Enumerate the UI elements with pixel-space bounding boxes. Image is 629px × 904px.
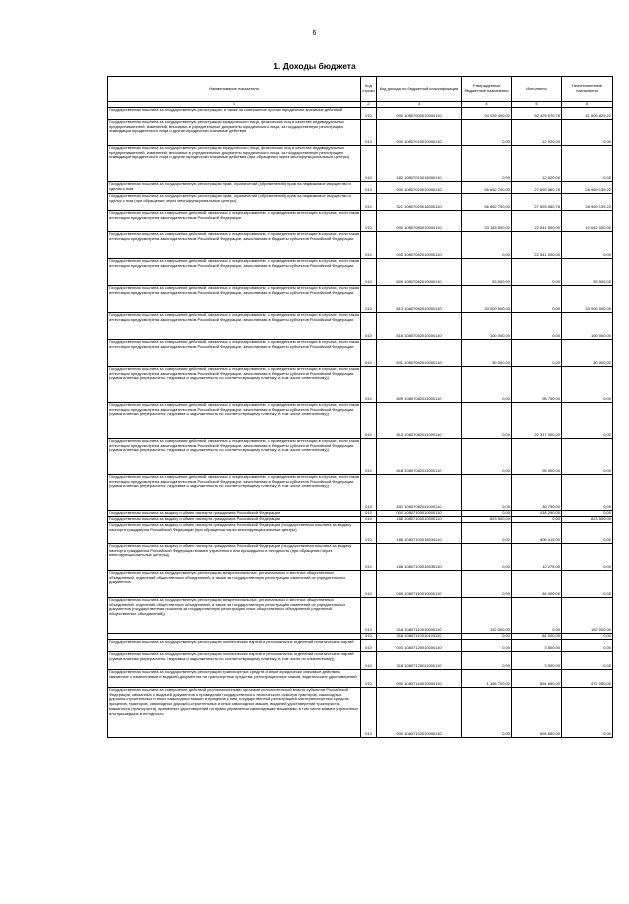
row-name: Государственная пошлина за совершение действий уполномоченными органами исполнительной власти субъектов Российской Федерации, связанных с выдачей документов о проведении государственного технического осмотра тракторов, самоходных дорожно-строительных и иных самоходных машин и прицепов к ним, государственной регистрацией мототранспортных средств, прицепов, тракторов, самоходных дорожно-строительных и иных самоходных машин, выдачей удостоверений тракториста-машиниста (тракториста), временных удостоверений на право управления самоходными машинами, в том числе взамен утраченных или пришедших в негодность <box>108 688 361 738</box>
row-kbk: 000 10807110010000110 <box>377 571 462 598</box>
row-code: 010 <box>361 403 377 439</box>
row-unexecuted: 41 609 829,22 <box>562 108 613 120</box>
row-executed: 22 317 000,00 <box>512 403 562 439</box>
row-name: Государственная пошлина за государственную регистрацию политических партий и региональных отделений политических партий (сумма платежа (перерасчеты, недоимка и задолженность по соответствующему платежу, в том числе по отмененному)) <box>108 652 361 670</box>
row-executed: 95 000,00 <box>512 439 562 475</box>
row-kbk: 000 10807100010000110 <box>377 511 462 517</box>
row-name: Государственная пошлина за совершение действий, связанных с лицензированием, с проведением аттестации в случаях, если такая аттестация предусмотрена законодательством Российской Федерации, зачисляемая в бюджеты субъектов Российской Федерации <box>108 259 361 286</box>
row-code: 010 <box>361 670 377 688</box>
header-approved: Утвержденные бюджетные назначения <box>462 77 512 102</box>
row-approved: 53 500,00 <box>462 259 512 286</box>
row-code: 010 <box>361 367 377 403</box>
row-kbk: 318 10807110010103110 <box>377 634 462 640</box>
table-row <box>108 652 613 670</box>
row-code: 010 <box>361 511 377 517</box>
row-executed: 3 500,00 <box>512 640 562 652</box>
table-row <box>108 367 613 403</box>
column-index: 1 <box>108 102 361 108</box>
row-unexecuted: 472 050,00 <box>562 670 613 688</box>
row-executed: 84 000,00 <box>512 571 562 598</box>
row-executed: 0,00 <box>512 259 562 286</box>
row-code: 010 <box>361 259 377 286</box>
column-index: 4 <box>462 102 512 108</box>
row-kbk: 000 10807000010000110 <box>377 108 462 120</box>
row-approved: 0,00 <box>462 232 512 259</box>
column-index: 3 <box>377 102 462 108</box>
row-executed: 418 290,00 <box>512 511 562 517</box>
row-kbk: 318 10807110010000110 <box>377 598 462 634</box>
row-unexecuted: 0,00 <box>562 640 613 652</box>
row-kbk: 831 10807082010000110 <box>377 340 462 367</box>
row-name: Государственная пошлина за совершение действий, связанных с лицензированием, с проведением аттестации в случаях, если такая аттестация предусмотрена законодательством Российской Федерации, зачисляемая в бюджеты субъектов Российской Федерации (сумма платежа (перерасчеты, недоимка и задолженность по соответствующему платежу, в том числе отмененному)) <box>108 475 361 511</box>
row-code: 010 <box>361 640 377 652</box>
income-table <box>107 76 613 738</box>
row-code: 010 <box>361 544 377 571</box>
row-name: Государственная пошлина за совершение действий, связанных с лицензированием, с проведением аттестации в случаях, если такая аттестация предусмотрена законодательством Российской Федерации, зачисляемая в бюджеты субъектов Российской Федерации <box>108 232 361 259</box>
row-approved: 0,00 <box>462 640 512 652</box>
header-executed: Исполнено <box>512 77 562 102</box>
row-executed: 12 520,00 <box>512 146 562 182</box>
table-row <box>108 523 613 544</box>
row-executed: 12 275,00 <box>512 544 562 571</box>
header-unexecuted: Неисполненные назначения <box>562 77 613 102</box>
row-code: 010 <box>361 688 377 738</box>
row-name: Государственная пошлина за государственную регистрацию политических партий и региональных отделений политических партий <box>108 640 361 652</box>
row-unexecuted: 0,00 <box>562 652 613 670</box>
table-row <box>108 688 613 738</box>
table-row <box>108 232 613 259</box>
row-approved: 152 000,00 <box>462 598 512 634</box>
table-row <box>108 403 613 439</box>
row-executed: 0,00 <box>512 598 562 634</box>
table-row <box>108 598 613 634</box>
row-code: 010 <box>361 108 377 120</box>
row-unexecuted: 53 500,00 <box>562 259 613 286</box>
row-kbk: 818 10807082010000110 <box>377 313 462 340</box>
row-approved: 0,00 <box>462 634 512 640</box>
row-code: 010 <box>361 634 377 640</box>
row-name: Государственная пошлина за государственную регистрацию прав, ограничений (обременений) прав на недвижимое имущество и сделок с ним <box>108 182 361 194</box>
row-kbk: 188 10807100018034110 <box>377 523 462 544</box>
table-row <box>108 146 613 182</box>
row-unexecuted: 0,00 <box>562 571 613 598</box>
row-name: Государственная пошлина за совершение действий, связанных с лицензированием, с проведением аттестации в случаях, если такая аттестация предусмотрена законодательством Российской Федерации, зачисляемая в бюджеты субъектов Российской Федерации (сумма платежа (перерасчеты, недоимка и задолженность по соответствующему платежу, в том числе отмененному)) <box>108 367 361 403</box>
row-executed: 406 015,00 <box>512 523 562 544</box>
table-row <box>108 194 613 211</box>
row-name: Государственная пошлина за выдачу и обмен паспорта гражданина Российской Федерации (государственная пошлина за выдачу паспорта гражданина Российской Федерации (при обращении через многофункциональные центры) <box>108 523 361 544</box>
row-approved: 0,00 <box>462 544 512 571</box>
column-index: 5 <box>512 102 562 108</box>
row-executed: 27 693 560,78 <box>512 182 562 194</box>
row-executed: 12 520,00 <box>512 120 562 146</box>
row-approved: 0,00 <box>462 652 512 670</box>
column-index: 6 <box>562 102 613 108</box>
row-approved: 0,00 <box>462 146 512 182</box>
row-approved: 0,00 <box>462 367 512 403</box>
row-kbk: 809 10807082011000110 <box>377 367 462 403</box>
row-unexecuted: 0,00 <box>562 544 613 571</box>
row-executed: 0,00 <box>512 340 562 367</box>
row-kbk: 000 10807080010000110 <box>377 211 462 232</box>
table-row <box>108 670 613 688</box>
row-approved: 0,00 <box>462 439 512 475</box>
row-code: 010 <box>361 340 377 367</box>
row-unexecuted: 0,00 <box>562 232 613 259</box>
header-code: Код строки <box>361 77 377 102</box>
row-unexecuted: 28 969 139,22 <box>562 194 613 211</box>
row-unexecuted: 0,00 <box>562 634 613 640</box>
row-kbk: 813 10807082010000110 <box>377 286 462 313</box>
row-name: Государственная пошлина за государственную регистрацию юридического лица, физических лиц в качестве индивидуальных предпринимателей, изменений, вносимых в учредительные документы юридического лица, за государственную регистрацию ликвидации юридического лица и другие юридически значимые действия (при обращении через многофункциональные центры) <box>108 146 361 182</box>
table-row <box>108 640 613 652</box>
row-code: 010 <box>361 232 377 259</box>
row-approved: 94 039 400,00 <box>462 108 512 120</box>
row-code: 010 <box>361 120 377 146</box>
row-kbk: 813 10807082011000110 <box>377 403 462 439</box>
table-row <box>108 475 613 511</box>
row-executed: 22 541 500,00 <box>512 211 562 232</box>
row-code: 010 <box>361 182 377 194</box>
row-name: Государственная пошлина за совершение действий, связанных с лицензированием, с проведением аттестации в случаях, если такая аттестация предусмотрена законодательством Российской Федерации, зачисляемая в бюджеты субъектов Российской Федерации (сумма платежа (перерасчеты, недоимка и задолженность по соответствующему платежу, в том числе отмененному)) <box>108 403 361 439</box>
row-executed: 0,00 <box>512 313 562 340</box>
table-row <box>108 182 613 194</box>
row-code: 010 <box>361 211 377 232</box>
row-name: Государственная пошлина за государственную регистрацию межрегиональных, региональных и местных общественных объединений, отделений общественных объединений, а также за государственную регистрацию изменений их учредительных документов (государственная пошлина за государственную регистрацию иных общественных объединений (отделений общественных объединений)) <box>108 598 361 634</box>
row-executed: 52 429 570,78 <box>512 108 562 120</box>
row-kbk: 000 10807010010000110 <box>377 120 462 146</box>
row-name: Государственная пошлина за государственную регистрацию прав, ограничений (обременений) прав на недвижимое имущество и сделок с ним (при обращении через многофункциональные центры) <box>108 194 361 211</box>
row-kbk: 000 10807142010000110 <box>377 688 462 738</box>
row-unexecuted: 0,00 <box>562 367 613 403</box>
row-unexecuted: 0,00 <box>562 439 613 475</box>
row-approved: 0,00 <box>462 403 512 439</box>
row-name: Государственная пошлина за выдачу и обмен паспорта гражданина Российской Федерации (государственная пошлина за выдачу паспорта гражданина Российской Федерации взамен утраченного или пришедшего в негодность (при обращении через многофункциональные центры)) <box>108 544 361 571</box>
table-row <box>108 313 613 340</box>
row-executed: 0,00 <box>512 517 562 523</box>
row-executed: 0,00 <box>512 286 562 313</box>
table-row <box>108 211 613 232</box>
row-code: 010 <box>361 194 377 211</box>
row-code: 010 <box>361 313 377 340</box>
row-approved: 0,00 <box>462 511 512 517</box>
row-kbk: 000 10807120010000110 <box>377 640 462 652</box>
row-kbk: 000 10807082010000110 <box>377 232 462 259</box>
row-executed: 694 650,00 <box>512 670 562 688</box>
row-executed: 694 650,00 <box>512 688 562 738</box>
row-name: Государственная пошлина за выдачу и обмен паспорта гражданина Российской Федерации <box>108 517 361 523</box>
row-approved: 30 000,00 <box>462 340 512 367</box>
column-index: 2 <box>361 102 377 108</box>
row-name: Государственная пошлина за совершение действий, связанных с лицензированием, с проведением аттестации в случаях, если такая аттестация предусмотрена законодательством Российской Федерации, зачисляемая в бюджеты субъектов Российской Федерации <box>108 313 361 340</box>
row-name: Государственная пошлина за государственную регистрацию межрегиональных, региональных и местных общественных объединений, отделений общественных объединений, а также за государственную регистрацию изменений их учредительных документов <box>108 571 361 598</box>
table-row <box>108 439 613 475</box>
row-name: Государственная пошлина за совершение действий, связанных с лицензированием, с проведением аттестации в случаях, если такая аттестация предусмотрена законодательством Российской Федерации, зачисляемая в бюджеты субъектов Российской Федерации (сумма платежа (перерасчеты, недоимка и задолженность по соответствующему платежу, в том числе отмененному)) <box>108 439 361 475</box>
table-row <box>108 259 613 286</box>
table-row <box>108 120 613 146</box>
row-approved: 33 183 500,00 <box>462 211 512 232</box>
row-unexecuted: 28 969 139,22 <box>562 182 613 194</box>
row-unexecuted: 0,00 <box>562 146 613 182</box>
row-code: 010 <box>361 571 377 598</box>
row-executed: 84 000,00 <box>512 634 562 640</box>
row-unexecuted: 0,00 <box>562 120 613 146</box>
row-unexecuted: 30 000,00 <box>562 340 613 367</box>
row-name: Государственная пошлина за совершение действий, связанных с лицензированием, с проведением аттестации в случаях, если такая аттестация предусмотрена законодательством Российской Федерации <box>108 211 361 232</box>
row-unexecuted: 0,00 <box>562 403 613 439</box>
row-unexecuted: 0,00 <box>562 475 613 511</box>
table-row <box>108 340 613 367</box>
row-unexecuted: 33 000 000,00 <box>562 286 613 313</box>
row-code: 010 <box>361 439 377 475</box>
row-code: 010 <box>361 146 377 182</box>
row-approved: 56 662 700,00 <box>462 194 512 211</box>
row-unexecuted: 100 000,00 <box>562 313 613 340</box>
row-approved: 0,00 <box>462 523 512 544</box>
row-code: 010 <box>361 523 377 544</box>
row-approved: 0,00 <box>462 688 512 738</box>
row-approved: 823 500,00 <box>462 517 512 523</box>
header-row <box>108 77 613 102</box>
row-executed: 30 750,00 <box>512 475 562 511</box>
row-approved: 0,00 <box>462 475 512 511</box>
table-row <box>108 544 613 571</box>
row-executed: 98 750,00 <box>512 367 562 403</box>
row-kbk: 831 10807082011000110 <box>377 475 462 511</box>
row-unexecuted: 0,00 <box>562 511 613 517</box>
row-kbk: 809 10807082010000110 <box>377 259 462 286</box>
row-approved: 56 662 700,00 <box>462 182 512 194</box>
table-row <box>108 108 613 120</box>
row-kbk: 818 10807082011000110 <box>377 439 462 475</box>
row-kbk: 182 10807010018000110 <box>377 146 462 182</box>
row-executed: 3 500,00 <box>512 652 562 670</box>
row-name: Государственная пошлина за государственную регистрацию, а также за совершение прочих юридически значимых действий <box>108 108 361 120</box>
row-kbk: 000 10807140010000110 <box>377 670 462 688</box>
row-code: 010 <box>361 475 377 511</box>
row-code: 010 <box>361 286 377 313</box>
row-name: Государственная пошлина за выдачу и обмен паспорта гражданина Российской Федерации <box>108 511 361 517</box>
row-name: Государственная пошлина за совершение действий, связанных с лицензированием, с проведением аттестации в случаях, если такая аттестация предусмотрена законодательством Российской Федерации, зачисляемая в бюджеты субъектов Российской Федерации <box>108 340 361 367</box>
row-approved: 100 000,00 <box>462 313 512 340</box>
row-kbk: 000 10807020010000110 <box>377 182 462 194</box>
table-row <box>108 286 613 313</box>
row-unexecuted: 0,00 <box>562 523 613 544</box>
row-name: Государственная пошлина за государственную регистрацию транспортных средств и иные юридически значимые действия, связанные с изменениями и выдачей документов на транспортные средства, регистрационных знаков, водительских удостоверений <box>108 670 361 688</box>
row-unexecuted: 152 000,00 <box>562 598 613 634</box>
row-kbk: 188 10807100010000110 <box>377 517 462 523</box>
row-name: Государственная пошлина за совершение действий, связанных с лицензированием, с проведением аттестации в случаях, если такая аттестация предусмотрена законодательством Российской Федерации, зачисляемая в бюджеты субъектов Российской Федерации <box>108 286 361 313</box>
row-code: 010 <box>361 517 377 523</box>
header-kbk: Код дохода по бюджетной классификации <box>377 77 462 102</box>
page-title: 1. Доходы бюджета <box>273 61 356 71</box>
row-name: Государственная пошлина за государственную регистрацию юридического лица, физических лиц в качестве индивидуальных предпринимателей, изменений, вносимых в учредительные документы юридического лица, за государственную регистрацию ликвидации юридического лица и другие юридически значимые действия <box>108 120 361 146</box>
header-name: Наименование показателя <box>108 77 361 102</box>
row-approved: 0,00 <box>462 120 512 146</box>
row-code: 010 <box>361 652 377 670</box>
row-code: 010 <box>361 598 377 634</box>
row-approved: 0,00 <box>462 571 512 598</box>
row-unexecuted: 823 500,00 <box>562 517 613 523</box>
table-body <box>108 108 613 738</box>
row-kbk: 188 10807100018035110 <box>377 544 462 571</box>
row-unexecuted: 0,00 <box>562 688 613 738</box>
row-unexecuted: 10 642 000,00 <box>562 211 613 232</box>
row-executed: 22 541 500,00 <box>512 232 562 259</box>
table-row <box>108 571 613 598</box>
row-kbk: 318 10807120011000110 <box>377 652 462 670</box>
row-approved: 33 000 000,00 <box>462 286 512 313</box>
row-executed: 27 693 560,78 <box>512 194 562 211</box>
page-number: 6 <box>312 30 317 37</box>
row-approved: 1 166 700,00 <box>462 670 512 688</box>
row-kbk: 321 10807020018000110 <box>377 194 462 211</box>
